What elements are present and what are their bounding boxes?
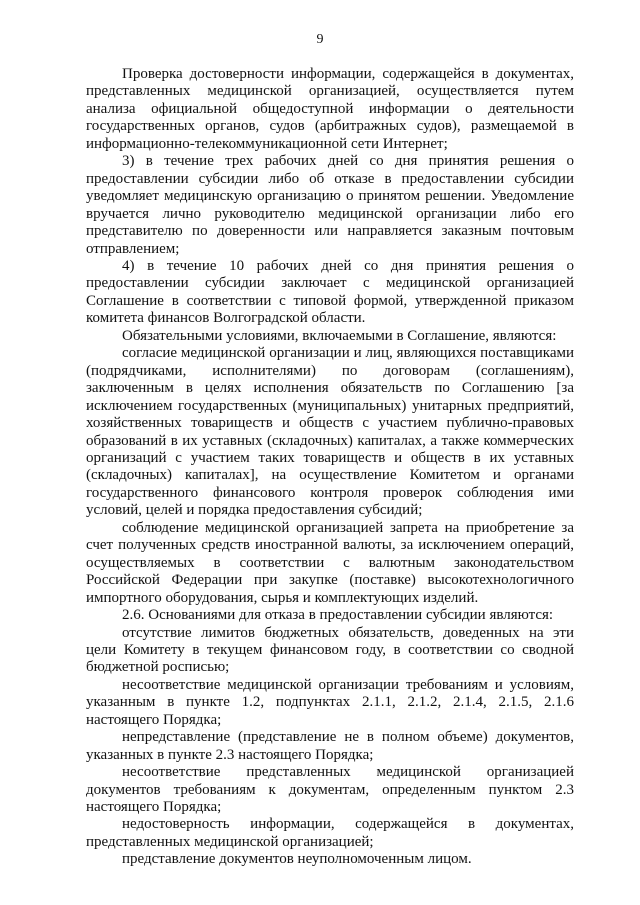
paragraph-section-2-6: 2.6. Основаниями для отказа в предоставлении субсидии являются: — [122, 607, 554, 624]
paragraph-item-3: 3) в течение трех рабочих дней со дня принятия решения о предоставлении субсидии либо об отказе в предоставлении субсидии уведомляет медицинскую организацию о принятом решении. Уведомление вручается лично руководителю медицинской организации либо его представителю по доверенности или направляется заказным почтовым отправлением; — [86, 153, 574, 257]
paragraph-nonsubmission: непредставление (представление не в полном объеме) документов, указанных в пункте 2.3 настоящего Порядка; — [86, 729, 574, 763]
paragraph-noncompliance: несоответствие медицинской организации требованиям и условиям, указанным в пункте 1.2, подпунктах 2.1.1, 2.1.2, 2.1.4, 2.1.5, 2.1.6 настоящего Порядка; — [86, 676, 574, 728]
paragraph-currency-ban: соблюдение медицинской организацией запрета на приобретение за счет полученных средств иностранной валюты, за исключением операций, осуществляемых в соответствии с валютным законодательством Российской Федерации при закупке (поставке) высокотехнологичного импортного оборудования, сырья и комплектующих изделий. — [86, 519, 574, 606]
paragraph-mandatory-conditions: Обязательными условиями, включаемыми в Соглашение, являются: — [122, 327, 557, 344]
paragraph-unreliability: недостоверность информации, содержащейся в документах, представленных медицинской организацией; — [86, 816, 574, 850]
document-body — [86, 66, 574, 869]
paragraph-unauthorized: представление документов неуполномоченным лицом. — [122, 851, 472, 868]
page-number: 9 — [316, 32, 324, 47]
paragraph-no-limits: отсутствие лимитов бюджетных обязательств, доведенных на эти цели Комитету в текущем финансовом году, в соответствии со сводной бюджетной росписью; — [86, 624, 574, 676]
paragraph-verification: Проверка достоверности информации, содержащейся в документах, представленных медицинской организацией, осуществляется путем анализа официальной общедоступной информации о деятельности государственных органов, судов (арбитражных судов), размещаемой в информационно-телекоммуникационной сети Интернет; — [86, 66, 574, 152]
paragraph-document-mismatch: несоответствие представленных медицинской организацией документов требованиям к документам, определенным пунктом 2.3 настоящего Порядка; — [86, 764, 574, 816]
paragraph-item-4: 4) в течение 10 рабочих дней со дня принятия решения о предоставлении субсидии заключает с медицинской организацией Соглашение в соответствии с типовой формой, утвержденной приказом комитета финансов Волгоградской области. — [86, 257, 574, 327]
paragraph-consent: согласие медицинской организации и лиц, являющихся поставщиками (подрядчиками, исполнителями) по договорам (соглашениям), заключенным в целях исполнения обязательств по Соглашению [за исключением государственных (муниципальных) унитарных предприятий, хозяйственных товариществ и обществ с участием публично-правовых образований в их уставных (складочных) капиталах, а также коммерческих организаций с участием таких товариществ и обществ в их уставных (складочных) капиталах], на осуществление Комитетом и органами государственного финансового контроля проверок соблюдения ими условий, целей и порядка предоставления субсидий; — [86, 345, 574, 519]
